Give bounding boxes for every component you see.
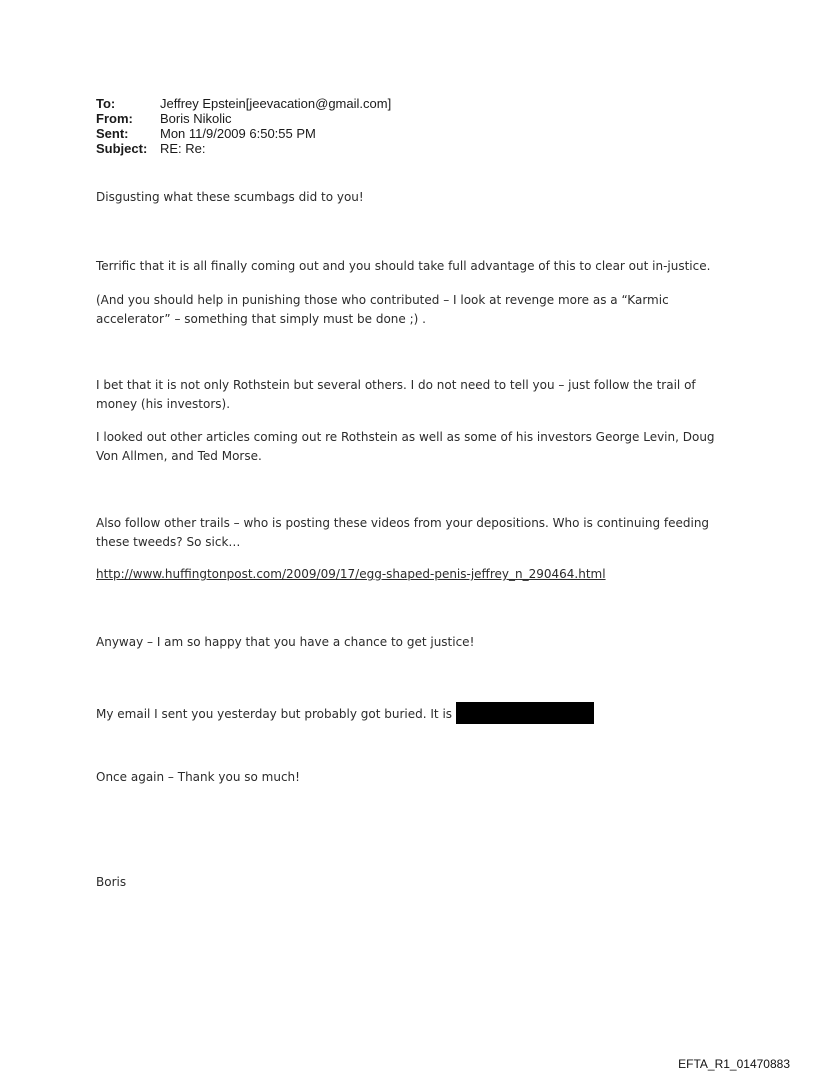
sent-label: Sent:	[96, 126, 129, 141]
sent-value: Mon 11/9/2009 6:50:55 PM	[160, 126, 316, 141]
from-label: From:	[96, 111, 133, 126]
paragraph-4: I bet that it is not only Rothstein but several others. I do not need to tell you – just follow the trail of money (his investors).	[96, 378, 696, 411]
to-row	[96, 96, 391, 111]
paragraph-6: Also follow other trails – who is posting these videos from your depositions. Who is continuing feeding these tweeds? So sick…	[96, 516, 710, 549]
to-label: To:	[96, 96, 116, 111]
subject-row	[96, 141, 391, 156]
signature: Boris	[96, 875, 127, 889]
link-paragraph	[96, 565, 726, 584]
paragraph-8-text: My email I sent you yesterday but probably got buried. It is	[96, 707, 453, 721]
email-header	[96, 96, 391, 156]
paragraph-7: Anyway – I am so happy that you have a chance to get justice!	[96, 635, 475, 649]
document-id: EFTA_R1_01470883	[678, 1057, 790, 1071]
sent-row	[96, 126, 391, 141]
paragraph-2: Terrific that it is all finally coming out and you should take full advantage of this to clear out in-justice.	[96, 259, 711, 273]
paragraph-9: Once again – Thank you so much!	[96, 770, 300, 784]
from-row	[96, 111, 391, 126]
huffingtonpost-link[interactable]: http://www.huffingtonpost.com/2009/09/17/egg-shaped-penis-jeffrey_n_290464.html	[96, 567, 606, 581]
redaction-block	[456, 702, 594, 724]
paragraph-1: Disgusting what these scumbags did to you!	[96, 190, 364, 204]
from-value: Boris Nikolic	[160, 111, 232, 126]
subject-label: Subject:	[96, 141, 148, 156]
paragraph-5: I looked out other articles coming out re Rothstein as well as some of his investors George Levin, Doug Von Allmen, and Ted Morse.	[96, 430, 715, 463]
paragraph-8	[96, 702, 726, 724]
subject-value: RE: Re:	[160, 141, 206, 156]
paragraph-3: (And you should help in punishing those who contributed – I look at revenge more as a “Karmic accelerator” – something that simply must be done ;) .	[96, 293, 669, 326]
to-value: Jeffrey Epstein[jeevacation@gmail.com]	[160, 96, 392, 111]
